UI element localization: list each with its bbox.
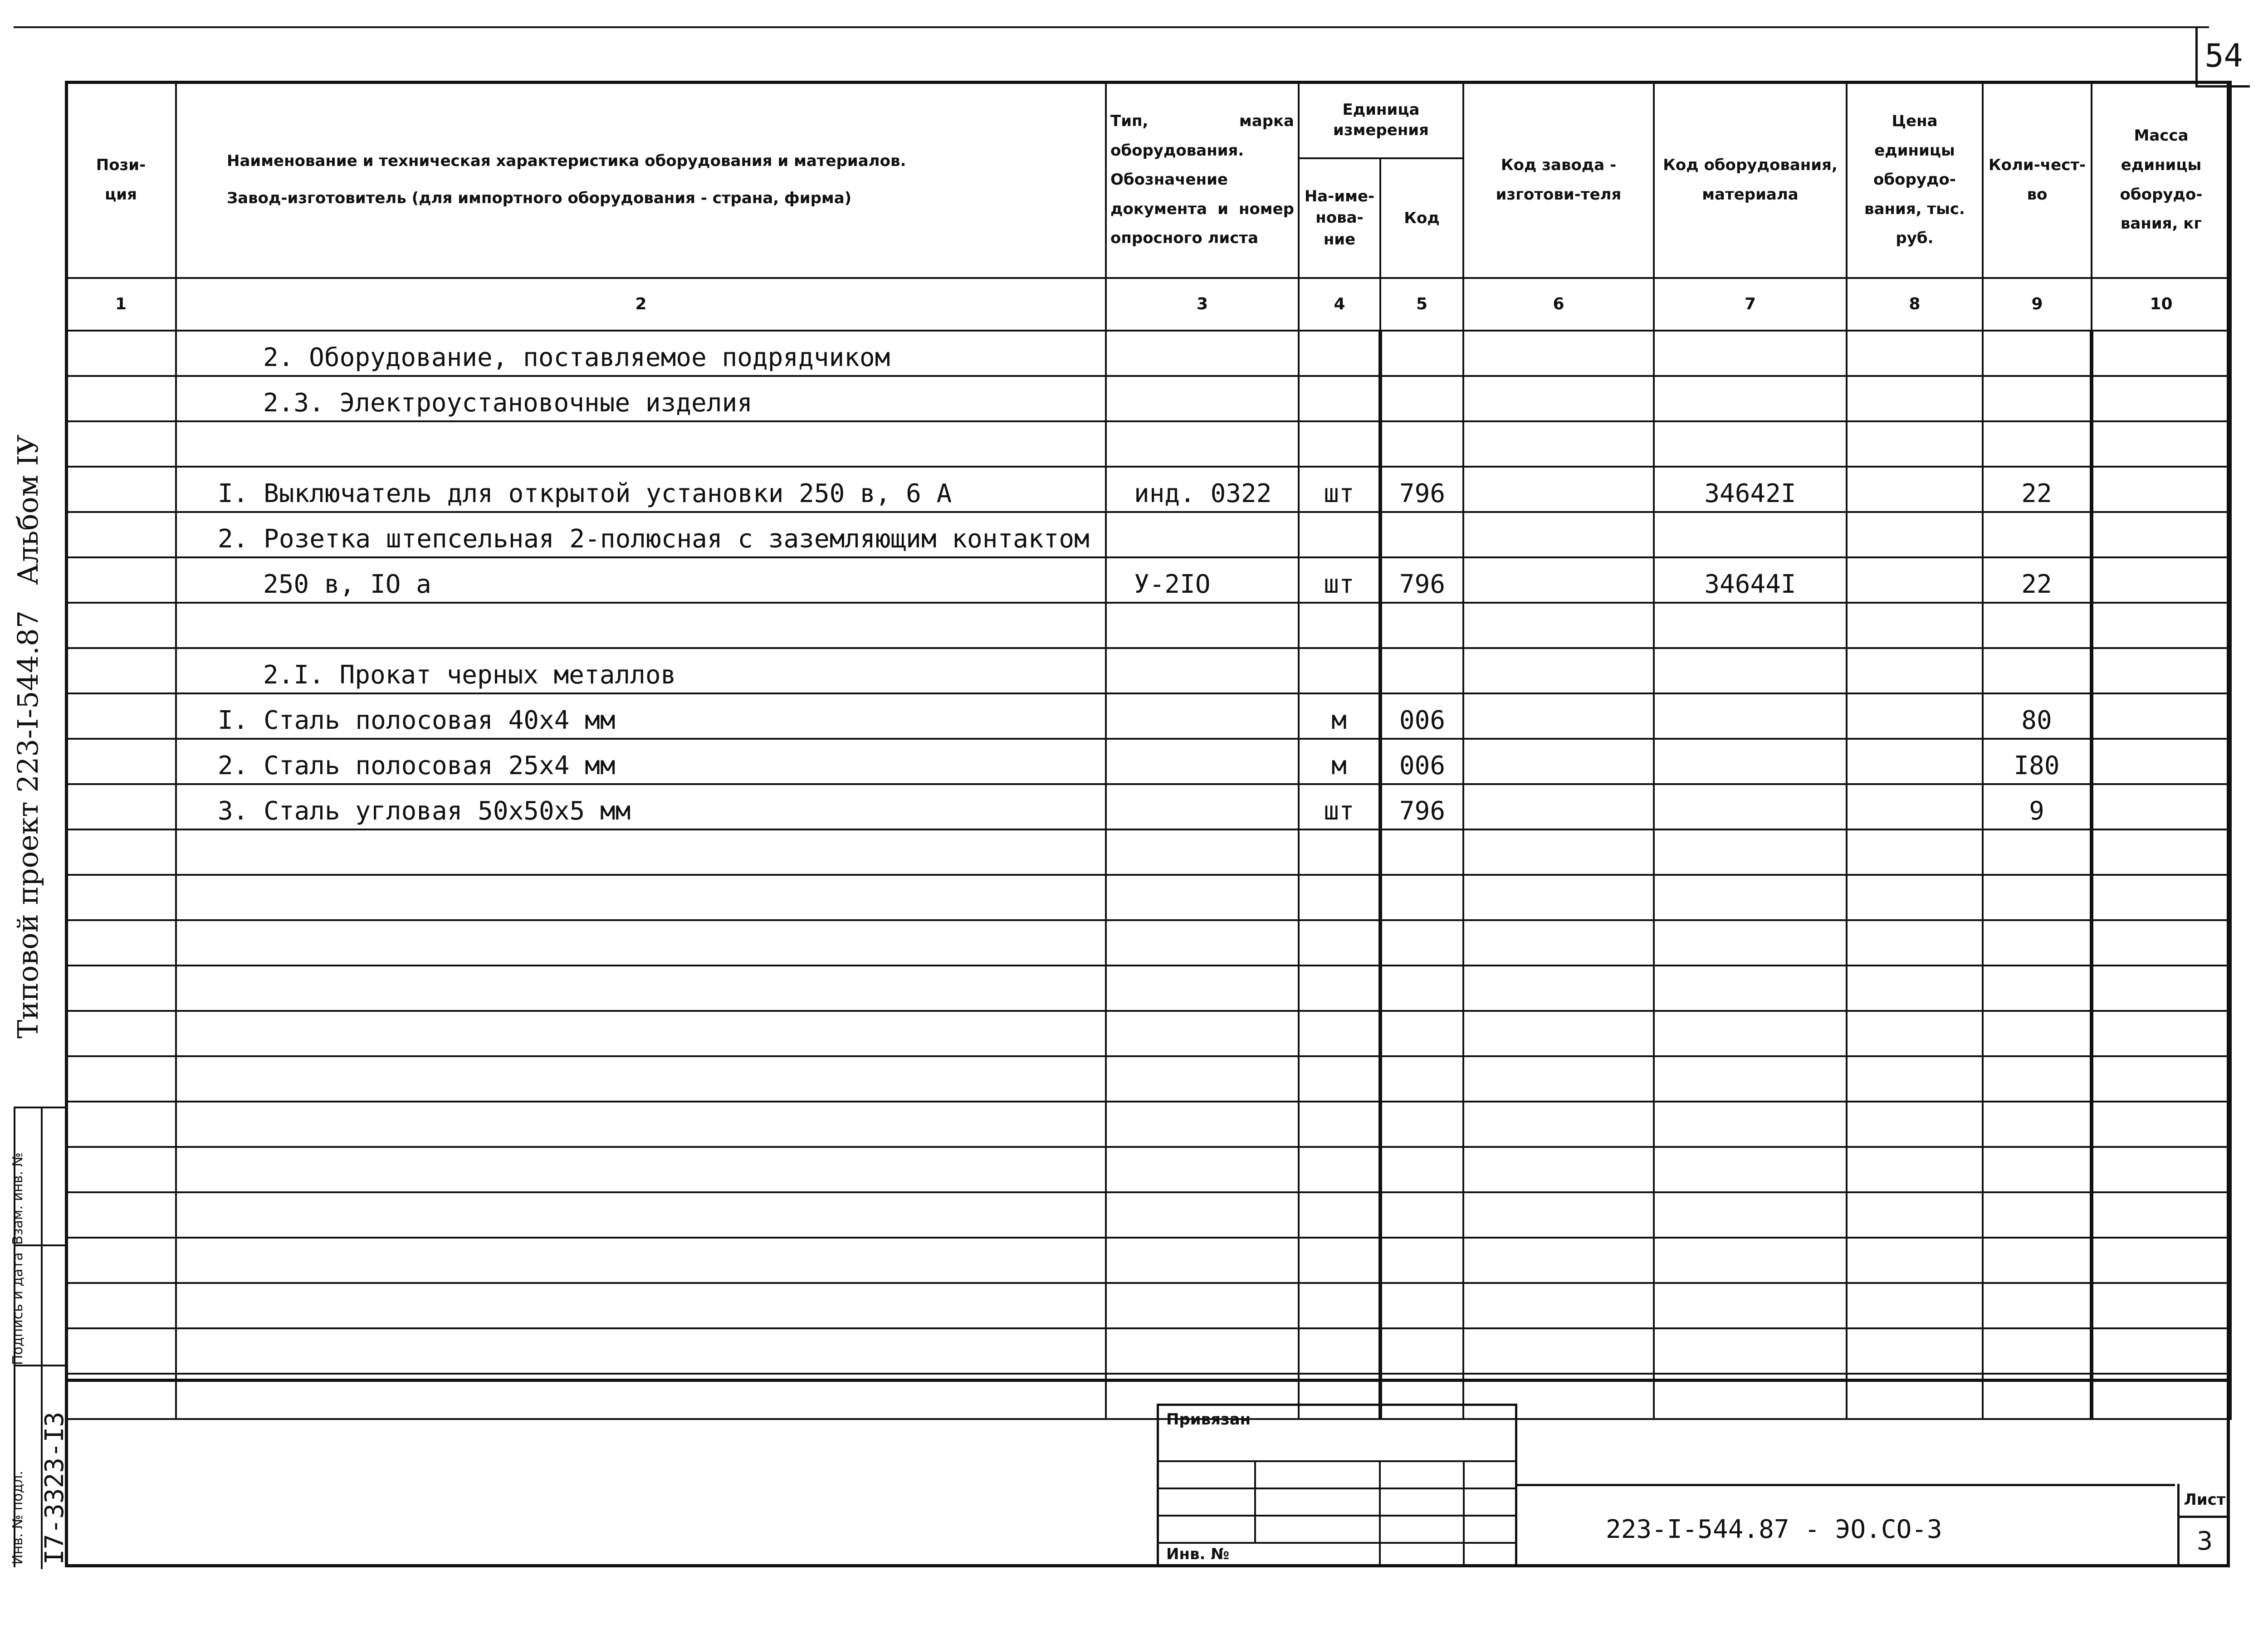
cell-price [1847,1011,1983,1056]
column-number: 3 [1106,278,1299,331]
cell-pos [66,739,176,784]
cell-factory [1463,376,1654,421]
cell-qty: 22 [1983,557,2092,603]
column-number: 1 [66,278,176,331]
cell-pos [66,920,176,966]
lower-divider [65,1379,2230,1382]
cell-price [1847,1102,1983,1147]
cell-code [1380,1147,1463,1192]
column-number: 8 [1847,278,1983,331]
archive-number: I7-3323-I3 [40,1411,69,1565]
cell-factory [1463,603,1654,648]
cell-unit [1299,421,1380,467]
sheet-box [2177,1484,2230,1567]
column-number: 10 [2092,278,2231,331]
sheet-value: 3 [2196,1527,2213,1556]
original-inventory-label: Инв. № подл. [10,1471,26,1565]
cell-qty [1983,875,2092,920]
document-code: 223-I-544.87 - ЭО.СО-3 [1606,1515,1942,1544]
cell-factory [1463,421,1654,467]
binding-stamp [1157,1404,1517,1567]
cell-mass [2092,1328,2231,1374]
cell-pos [66,1011,176,1056]
cell-type [1106,512,1299,557]
cell-pos [66,467,176,512]
cell-factory [1463,1328,1654,1374]
cell-qty [1983,331,2092,376]
cell-factory [1463,739,1654,784]
cell-mass [2092,467,2231,512]
cell-type [1106,966,1299,1011]
cell-price [1847,1328,1983,1374]
cell-pos [66,875,176,920]
cell-price [1847,648,1983,693]
cell-eqcode [1654,1102,1847,1147]
cell-type [1106,875,1299,920]
cell-mass [2092,1192,2231,1238]
cell-unit [1299,1192,1380,1238]
column-number: 7 [1654,278,1847,331]
cell-type [1106,603,1299,648]
cell-mass [2092,920,2231,966]
cell-code [1380,648,1463,693]
table-row [66,1192,2231,1238]
cell-mass [2092,1056,2231,1102]
cell-unit [1299,376,1380,421]
column-number: 9 [1983,278,2092,331]
header-position: Пози- ция [66,82,176,278]
cell-mass [2092,693,2231,739]
cell-pos [66,784,176,829]
cell-code [1380,421,1463,467]
cell-code [1380,920,1463,966]
cell-price [1847,1238,1983,1283]
cell-name: 3. Сталь угловая 50х50х5 мм [176,784,1106,829]
cell-price [1847,1147,1983,1192]
cell-name: 2. Розетка штепсельная 2-полюсная с заземляющим контактом [176,512,1106,557]
cell-mass [2092,875,2231,920]
cell-mass [2092,966,2231,1011]
cell-unit: шт [1299,557,1380,603]
cell-qty [1983,376,2092,421]
header-equipment-code: Код оборудования, материала [1654,82,1847,278]
cell-type [1106,1328,1299,1374]
cell-code [1380,1283,1463,1328]
inventory-label: Инв. № [1166,1545,1230,1563]
cell-code: 006 [1380,739,1463,784]
cell-eqcode [1654,1056,1847,1102]
cell-unit [1299,920,1380,966]
cell-eqcode [1654,784,1847,829]
cell-price [1847,829,1983,875]
cell-name [176,1056,1106,1102]
header-unit-group: Единица измерения [1299,82,1463,158]
cell-qty [1983,1102,2092,1147]
bound-label: Привязан [1166,1410,1251,1429]
table-row [66,920,2231,966]
cell-pos [66,1147,176,1192]
cell-code [1380,512,1463,557]
cell-type [1106,1283,1299,1328]
cell-type [1106,1192,1299,1238]
cell-mass [2092,421,2231,467]
cell-factory [1463,693,1654,739]
cell-price [1847,1283,1983,1328]
cell-name: 250 в, IO а [176,557,1106,603]
cell-factory [1463,829,1654,875]
table-row [66,1011,2231,1056]
column-number: 2 [176,278,1106,331]
cell-code: 796 [1380,784,1463,829]
cell-type [1106,1147,1299,1192]
header-unit-code: Код [1380,158,1463,278]
cell-factory [1463,1192,1654,1238]
cell-eqcode [1654,829,1847,875]
table-row [66,648,2231,693]
header-quantity: Коли-чест-во [1983,82,2092,278]
cell-qty [1983,1011,2092,1056]
table-row [66,1328,2231,1374]
cell-eqcode [1654,421,1847,467]
cell-name: 2.I. Прокат черных металлов [176,648,1106,693]
table-row [66,467,2231,512]
cell-name: I. Сталь полосовая 40х4 мм [176,693,1106,739]
cell-code [1380,1056,1463,1102]
cell-eqcode [1654,1328,1847,1374]
header-factory-code: Код завода - изготови-теля [1463,82,1654,278]
table-row [66,1283,2231,1328]
cell-pos [66,648,176,693]
table-row [66,557,2231,603]
table-row [66,1238,2231,1283]
cell-eqcode [1654,739,1847,784]
cell-code [1380,376,1463,421]
table-row [66,829,2231,875]
cell-qty: 22 [1983,467,2092,512]
cell-price [1847,784,1983,829]
cell-eqcode [1654,1238,1847,1283]
column-number-row [66,278,2231,331]
cell-eqcode [1654,875,1847,920]
header-name: Наименование и техническая характеристика оборудования и материалов. Завод-изготовитель (для импортного оборудования - страна, фирма) [176,82,1106,278]
cell-unit [1299,1328,1380,1374]
cell-type [1106,739,1299,784]
table-row [66,512,2231,557]
cell-factory [1463,1283,1654,1328]
cell-mass [2092,331,2231,376]
cell-unit [1299,512,1380,557]
sheet-number: 54 [2195,26,2250,88]
cell-mass [2092,603,2231,648]
cell-mass [2092,784,2231,829]
cell-type [1106,421,1299,467]
cell-price [1847,966,1983,1011]
signature-date-label: Подпись и дата [10,1252,26,1365]
cell-type [1106,648,1299,693]
table-row [66,1056,2231,1102]
cell-code [1380,1102,1463,1147]
cell-name [176,920,1106,966]
cell-factory [1463,784,1654,829]
cell-pos [66,1192,176,1238]
cell-pos [66,557,176,603]
cell-factory [1463,1238,1654,1283]
cell-factory [1463,557,1654,603]
cell-code: 796 [1380,467,1463,512]
column-number: 6 [1463,278,1654,331]
cell-eqcode [1654,920,1847,966]
cell-factory [1463,1056,1654,1102]
cell-code [1380,1011,1463,1056]
cell-eqcode [1654,512,1847,557]
cell-name [176,603,1106,648]
cell-mass [2092,1102,2231,1147]
cell-unit [1299,1238,1380,1283]
cell-name [176,1238,1106,1283]
cell-name [176,1147,1106,1192]
column-number: 5 [1380,278,1463,331]
cell-pos [66,1283,176,1328]
cell-qty [1983,829,2092,875]
cell-mass [2092,512,2231,557]
sheet-label: Лист [2180,1484,2230,1518]
project-label: Типовой проект 223-I-544.87 [11,610,44,1039]
cell-code [1380,1238,1463,1283]
table-row [66,376,2231,421]
cell-pos [66,829,176,875]
cell-unit: м [1299,693,1380,739]
header-unit-name: На-име-нова-ние [1299,158,1380,278]
cell-type [1106,1011,1299,1056]
title-rule [1517,1484,2175,1486]
cell-name [176,966,1106,1011]
cell-mass [2092,829,2231,875]
cell-mass [2092,1238,2231,1283]
cell-pos [66,376,176,421]
cell-price [1847,1192,1983,1238]
cell-unit: шт [1299,467,1380,512]
table-row [66,693,2231,739]
cell-eqcode [1654,648,1847,693]
cell-type [1106,829,1299,875]
cell-name [176,1328,1106,1374]
cell-mass [2092,1011,2231,1056]
cell-type: У-2IO [1106,557,1299,603]
specification-table [65,81,2232,1420]
cell-eqcode [1654,1011,1847,1056]
cell-price [1847,376,1983,421]
cell-factory [1463,1147,1654,1192]
cell-code [1380,603,1463,648]
cell-pos [66,1056,176,1102]
cell-code [1380,331,1463,376]
cell-type [1106,693,1299,739]
cell-qty [1983,1328,2092,1374]
cell-name: 2.3. Электроустановочные изделия [176,376,1106,421]
cell-qty [1983,1283,2092,1328]
cell-price [1847,739,1983,784]
cell-type [1106,331,1299,376]
album-label: Альбом IУ [11,434,44,585]
cell-factory [1463,331,1654,376]
cell-name [176,421,1106,467]
cell-eqcode [1654,966,1847,1011]
cell-qty [1983,648,2092,693]
table-row [66,603,2231,648]
table-row [66,966,2231,1011]
cell-factory [1463,875,1654,920]
cell-qty [1983,920,2092,966]
cell-price [1847,331,1983,376]
table-row [66,875,2231,920]
cell-price [1847,693,1983,739]
cell-qty [1983,421,2092,467]
cell-unit [1299,648,1380,693]
cell-price [1847,920,1983,966]
cell-pos [66,1102,176,1147]
replaced-inventory-label: Взам. инв. № [10,1152,26,1245]
cell-eqcode [1654,376,1847,421]
cell-qty [1983,1056,2092,1102]
cell-unit [1299,875,1380,920]
cell-type [1106,920,1299,966]
cell-qty [1983,603,2092,648]
cell-eqcode [1654,331,1847,376]
cell-code [1380,1328,1463,1374]
table-row [66,1102,2231,1147]
cell-code: 796 [1380,557,1463,603]
cell-name: I. Выключатель для открытой установки 250 в, 6 А [176,467,1106,512]
cell-name [176,1283,1106,1328]
table-row [66,331,2231,376]
cell-pos [66,693,176,739]
cell-unit [1299,1283,1380,1328]
cell-qty [1983,1238,2092,1283]
header-mass: Масса единицы оборудо-вания, кг [2092,82,2231,278]
top-rule [14,26,2209,28]
cell-pos [66,331,176,376]
cell-qty: 9 [1983,784,2092,829]
cell-eqcode [1654,1283,1847,1328]
cell-unit: шт [1299,784,1380,829]
cell-name [176,1192,1106,1238]
table-row [66,784,2231,829]
cell-unit [1299,331,1380,376]
cell-price [1847,1056,1983,1102]
cell-qty: I80 [1983,739,2092,784]
table-row [66,1147,2231,1192]
cell-unit: м [1299,739,1380,784]
cell-price [1847,603,1983,648]
cell-price [1847,467,1983,512]
cell-eqcode [1654,1147,1847,1192]
cell-eqcode [1654,693,1847,739]
cell-qty [1983,1147,2092,1192]
cell-price [1847,421,1983,467]
cell-price [1847,512,1983,557]
cell-factory [1463,920,1654,966]
cell-eqcode: 34644I [1654,557,1847,603]
cell-pos [66,603,176,648]
cell-factory [1463,1102,1654,1147]
cell-price [1847,557,1983,603]
cell-mass [2092,557,2231,603]
cell-factory [1463,966,1654,1011]
cell-unit [1299,603,1380,648]
cell-type [1106,1102,1299,1147]
cell-code [1380,1192,1463,1238]
cell-unit [1299,829,1380,875]
cell-mass [2092,1147,2231,1192]
cell-code [1380,966,1463,1011]
cell-name [176,1011,1106,1056]
cell-factory [1463,648,1654,693]
header-type: Тип, марка оборудования. Обозначение документа и номер опросного листа [1106,82,1299,278]
cell-qty: 80 [1983,693,2092,739]
cell-code [1380,829,1463,875]
cell-type [1106,1056,1299,1102]
table-row [66,739,2231,784]
cell-code [1380,875,1463,920]
cell-unit [1299,1147,1380,1192]
column-number: 4 [1299,278,1380,331]
cell-factory [1463,467,1654,512]
cell-factory [1463,512,1654,557]
cell-mass [2092,1283,2231,1328]
cell-name [176,829,1106,875]
cell-qty [1983,1192,2092,1238]
cell-type [1106,784,1299,829]
cell-pos [66,1328,176,1374]
cell-mass [2092,376,2231,421]
cell-price [1847,875,1983,920]
cell-mass [2092,739,2231,784]
cell-factory [1463,1011,1654,1056]
cell-unit [1299,1056,1380,1102]
table-row [66,421,2231,467]
cell-type [1106,1238,1299,1283]
cell-qty [1983,966,2092,1011]
cell-eqcode [1654,603,1847,648]
cell-name: 2. Оборудование, поставляемое подрядчиком [176,331,1106,376]
header-price: Цена единицы оборудо-вания, тыс. руб. [1847,82,1983,278]
cell-name [176,1102,1106,1147]
cell-name [176,875,1106,920]
cell-name: 2. Сталь полосовая 25х4 мм [176,739,1106,784]
cell-unit [1299,966,1380,1011]
cell-eqcode: 34642I [1654,467,1847,512]
cell-mass [2092,648,2231,693]
cell-pos [66,1238,176,1283]
cell-pos [66,421,176,467]
cell-qty [1983,512,2092,557]
cell-code: 006 [1380,693,1463,739]
cell-pos [66,966,176,1011]
cell-eqcode [1654,1192,1847,1238]
cell-pos [66,512,176,557]
cell-unit [1299,1102,1380,1147]
cell-type: инд. 0322 [1106,467,1299,512]
cell-type [1106,376,1299,421]
cell-unit [1299,1011,1380,1056]
